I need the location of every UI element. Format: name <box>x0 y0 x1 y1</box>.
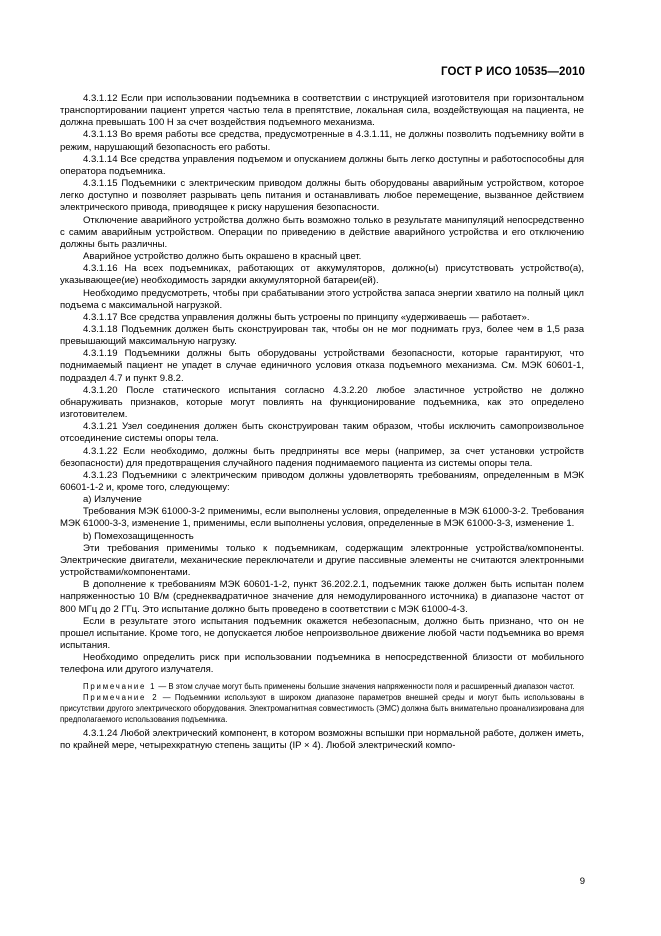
paragraph: 4.3.1.13 Во время работы все средства, предусмотренные в 4.3.1.11, не должны позволить подъемнику войти в режим, нарушающий безопасность его работы. <box>60 129 584 153</box>
paragraph: 4.3.1.15 Подъемники с электрическим приводом должны быть оборудованы аварийным устройством, которое легко доступно и позволяет разрывать цепь питания и останавливать любое перемещение, вызванное действием электрического привода, приводящее к риску нарушения безопасности. <box>60 178 584 214</box>
page-number: 9 <box>579 876 585 887</box>
paragraph: 4.3.1.12 Если при использовании подъемника в соответствии с инструкцией изготовителя при горизонтальном транспортировании пациент упрется частью тела в препятствие, локальная сила, воздействующая на пациента, не должна превышать 100 Н за счет воздействия подъемного механизма. <box>60 93 584 129</box>
paragraph: Необходимо предусмотреть, чтобы при срабатывании этого устройства запаса энергии хватило на полный цикл подъема с максимальной нагрузкой. <box>60 287 584 311</box>
paragraph: 4.3.1.21 Узел соединения должен быть сконструирован таким образом, чтобы исключить самопроизвольное отсоединение системы опоры тела. <box>60 421 584 445</box>
paragraph: 4.3.1.14 Все средства управления подъемом и опусканием должны быть легко доступны и работоспособны для оператора подъемника. <box>60 153 584 177</box>
note-label: Примечание 1 <box>83 681 157 691</box>
note-label: Примечание 2 <box>83 692 159 702</box>
note-1 <box>60 681 584 692</box>
paragraph: 4.3.1.24 Любой электрический компонент, в котором возможны вспышки при нормальной работе, должен иметь, по крайней мере, четырехкратную степень защиты (IP × 4). Любой электрический компо- <box>60 727 584 751</box>
paragraph: 4.3.1.19 Подъемники должны быть оборудованы устройствами безопасности, которые гарантируют, что поднимаемый пациент не упадет в случае единичного условия отказа подъемного механизма. См. МЭК 60601-1, подраздел 4.7 и пункт 9.8.2. <box>60 348 584 384</box>
note-2 <box>60 692 584 725</box>
document-header: ГОСТ Р ИСО 10535—2010 <box>440 66 585 78</box>
paragraph: 4.3.1.16 На всех подъемниках, работающих от аккумуляторов, должно(ы) присутствовать устройство(а), указывающее(ие) необходимость зарядки аккумуляторной батареи(ей). <box>60 263 584 287</box>
document-body <box>60 93 584 752</box>
paragraph: Отключение аварийного устройства должно быть возможно только в результате манипуляций непосредственно с самим аварийным устройством. Операции по приведению в действие аварийного устройства и его отключению должны быть различны. <box>60 214 584 250</box>
paragraph: 4.3.1.23 Подъемники с электрическим приводом должны удовлетворять требованиям, определенным в МЭК 60601-1-2 и, кроме того, следующему: <box>60 469 584 493</box>
note-text: — В этом случае могут быть применены большие значения напряженности поля и расширенный диапазон частот. <box>156 681 575 691</box>
paragraph: 4.3.1.22 Если необходимо, должны быть предприняты все меры (например, за счет установки устройств безопасности) для предотвращения случайного падения поднимаемого пациента из системы опоры тела. <box>60 445 584 469</box>
paragraph: Необходимо определить риск при использовании подъемника в непосредственной близости от мобильного телефона или другого излучателя. <box>60 652 584 676</box>
paragraph: Если в результате этого испытания подъемник окажется небезопасным, должно быть признано, что он не прошел испытание. Кроме того, не допускается любое непроизвольное движение любой части подъемника во время испытания. <box>60 615 584 652</box>
note-text: — Подъемники используют в широком диапазоне параметров внешней среды и могут быть использованы в присутствии другого электрического оборудования. Электромагнитная совместимость (ЭМС) должна быть внимательно проанализирована для предполагаемого использования подъемника. <box>60 692 584 724</box>
paragraph: В дополнение к требованиям МЭК 60601-1-2, пункт 36.202.2.1, подъемник также должен быть испытан полем напряженностью 10 В/м (среднеквадратичное значение для немодулированного источника) в диапазоне частот от 800 МГц до 2 ГГц. Это испытание должно быть проведено в соответствии с МЭК 61000-4-3. <box>60 579 584 615</box>
paragraph: 4.3.1.20 После статического испытания согласно 4.3.2.20 любое эластичное устройство не должно обнаруживать признаков, которые могут повлиять на функционирование подъемника, как это определено изготовителем. <box>60 384 584 421</box>
subheading-immunity: b) Помехозащищенность <box>83 530 194 542</box>
paragraph: Эти требования применимы только к подъемникам, содержащим электронные устройства/компоненты. Электрические двигатели, механические переключатели и другие пассивные элементы не считаются электронными устройствами/компонентами. <box>60 542 584 579</box>
paragraph: 4.3.1.17 Все средства управления должны быть устроены по принципу «удерживаешь — работает». <box>83 311 530 323</box>
paragraph: Аварийное устройство должно быть окрашено в красный цвет. <box>83 251 362 263</box>
paragraph: 4.3.1.18 Подъемник должен быть сконструирован так, чтобы он не мог поднимать груз, более чем в 1,5 раза превышающий максимальную нагрузку. <box>60 323 584 348</box>
paragraph: Требования МЭК 61000-3-2 применимы, если выполнены условия, определенные в МЭК 61000-3-2. Требования МЭК 61000-3-3, изменение 1, применимы, если выполнены условия, определенные в МЭК 61000-3-3, изменение 1. <box>60 506 584 530</box>
subheading-emission: a) Излучение <box>83 494 142 506</box>
